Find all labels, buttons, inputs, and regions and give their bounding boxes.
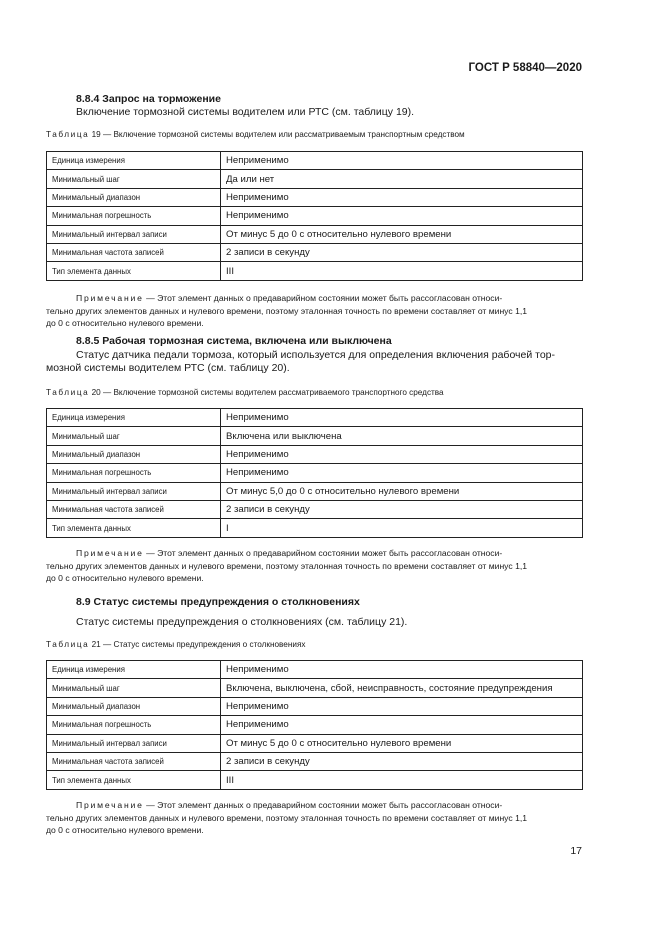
- note-line: до 0 с относительно нулевого времени.: [46, 573, 204, 584]
- parameter-name-cell: Минимальный диапазон: [47, 188, 221, 206]
- standard-number: ГОСТ Р 58840—2020: [468, 62, 582, 74]
- note-3: [46, 799, 583, 837]
- note-line: — Этот элемент данных о предаварийном состоянии может быть рассогласован относи-: [146, 548, 503, 558]
- note-line: — Этот элемент данных о предаварийном состоянии может быть рассогласован относи-: [146, 800, 503, 810]
- table-caption-label: Таблица: [46, 640, 90, 649]
- table-row: [47, 243, 583, 261]
- parameter-value-cell: 2 записи в секунду: [221, 243, 583, 261]
- note-line: до 0 с относительно нулевого времени.: [46, 318, 204, 329]
- note-label: Примечание: [76, 293, 144, 303]
- parameter-value-cell: 2 записи в секунду: [221, 752, 583, 770]
- table-row: [47, 771, 583, 789]
- table-row: [47, 697, 583, 715]
- table-row: [47, 679, 583, 697]
- table-row: [47, 661, 583, 679]
- parameter-name-cell: Тип элемента данных: [47, 519, 221, 537]
- parameter-name-cell: Минимальный шаг: [47, 679, 221, 697]
- parameter-name-cell: Минимальный шаг: [47, 427, 221, 445]
- parameter-name-cell: Минимальная погрешность: [47, 464, 221, 482]
- parameter-value-cell: Неприменимо: [221, 661, 583, 679]
- section-heading-884: 8.8.4 Запрос на торможение: [76, 93, 221, 105]
- table-row: [47, 482, 583, 500]
- parameter-name-cell: Единица измерения: [47, 409, 221, 427]
- parameter-name-cell: Минимальная частота записей: [47, 243, 221, 261]
- table-row: [47, 170, 583, 188]
- parameter-name-cell: Тип элемента данных: [47, 262, 221, 280]
- parameter-value-cell: Неприменимо: [221, 716, 583, 734]
- table-row: [47, 225, 583, 243]
- parameter-value-cell: От минус 5 до 0 с относительно нулевого времени: [221, 225, 583, 243]
- note-label: Примечание: [76, 800, 144, 810]
- table-row: [47, 445, 583, 463]
- parameter-value-cell: Неприменимо: [221, 464, 583, 482]
- table-row: [47, 752, 583, 770]
- parameter-name-cell: Минимальный шаг: [47, 170, 221, 188]
- parameter-name-cell: Минимальный диапазон: [47, 445, 221, 463]
- table-caption-text: 21 — Статус системы предупреждения о столкновениях: [91, 640, 306, 649]
- note-2: [46, 547, 583, 585]
- table-row: [47, 427, 583, 445]
- note-line: тельно других элементов данных и нулевого времени, поэтому эталонная точность по времени составляет от минус 1,1: [46, 305, 528, 316]
- table-row: [47, 262, 583, 280]
- note-line: тельно других элементов данных и нулевого времени, поэтому эталонная точность по времени составляет от минус 1,1: [46, 812, 528, 823]
- note-line: тельно других элементов данных и нулевого времени, поэтому эталонная точность по времени составляет от минус 1,1: [46, 560, 528, 571]
- parameter-name-cell: Единица измерения: [47, 152, 221, 170]
- table-21-caption: [46, 640, 305, 649]
- section-text-885-line1: Статус датчика педали тормоза, который используется для определения включения рабочей тор-: [76, 349, 556, 361]
- parameter-name-cell: Минимальная частота записей: [47, 500, 221, 518]
- note-label: Примечание: [76, 548, 144, 558]
- note-line: — Этот элемент данных о предаварийном состоянии может быть рассогласован относи-: [146, 293, 503, 303]
- parameter-value-cell: От минус 5,0 до 0 с относительно нулевого времени: [221, 482, 583, 500]
- parameter-value-cell: Да или нет: [221, 170, 583, 188]
- table-caption-label: Таблица: [46, 130, 90, 139]
- parameter-value-cell: I: [221, 519, 583, 537]
- table-row: [47, 464, 583, 482]
- section-heading-885: 8.8.5 Рабочая тормозная система, включена или выключена: [76, 335, 392, 347]
- section-heading-89: 8.9 Статус системы предупреждения о столкновениях: [76, 596, 360, 608]
- table-19: [46, 151, 583, 281]
- table-19-caption: [46, 130, 465, 139]
- parameter-name-cell: Минимальная погрешность: [47, 207, 221, 225]
- parameter-value-cell: III: [221, 771, 583, 789]
- section-text-89: Статус системы предупреждения о столкновениях (см. таблицу 21).: [76, 616, 408, 628]
- parameter-value-cell: Неприменимо: [221, 697, 583, 715]
- parameter-value-cell: III: [221, 262, 583, 280]
- table-row: [47, 734, 583, 752]
- table-caption-text: 20 — Включение тормозной системы водителем рассматриваемого транспортного средства: [91, 388, 444, 397]
- parameter-value-cell: Неприменимо: [221, 188, 583, 206]
- parameter-name-cell: Минимальная погрешность: [47, 716, 221, 734]
- table-row: [47, 152, 583, 170]
- parameter-name-cell: Минимальный интервал записи: [47, 734, 221, 752]
- parameter-name-cell: Минимальный диапазон: [47, 697, 221, 715]
- note-1: [46, 292, 583, 330]
- table-row: [47, 207, 583, 225]
- parameter-value-cell: Неприменимо: [221, 409, 583, 427]
- page-number: 17: [570, 845, 582, 857]
- parameter-value-cell: От минус 5 до 0 с относительно нулевого времени: [221, 734, 583, 752]
- parameter-value-cell: Включена, выключена, сбой, неисправность, состояние предупреждения: [221, 679, 583, 697]
- table-row: [47, 716, 583, 734]
- table-row: [47, 500, 583, 518]
- parameter-value-cell: 2 записи в секунду: [221, 500, 583, 518]
- parameter-name-cell: Минимальный интервал записи: [47, 225, 221, 243]
- parameter-name-cell: Единица измерения: [47, 661, 221, 679]
- parameter-name-cell: Минимальная частота записей: [47, 752, 221, 770]
- parameter-value-cell: Включена или выключена: [221, 427, 583, 445]
- table-row: [47, 519, 583, 537]
- table-caption-label: Таблица: [46, 388, 90, 397]
- table-row: [47, 409, 583, 427]
- parameter-value-cell: Неприменимо: [221, 445, 583, 463]
- parameter-value-cell: Неприменимо: [221, 207, 583, 225]
- table-20: [46, 408, 583, 538]
- table-21: [46, 660, 583, 790]
- section-text-885-line2: мозной системы водителем РТС (см. таблицу 20).: [46, 362, 290, 374]
- note-line: до 0 с относительно нулевого времени.: [46, 825, 204, 836]
- section-text-884: Включение тормозной системы водителем или РТС (см. таблицу 19).: [76, 106, 415, 118]
- parameter-name-cell: Минимальный интервал записи: [47, 482, 221, 500]
- table-20-caption: [46, 388, 444, 397]
- parameter-name-cell: Тип элемента данных: [47, 771, 221, 789]
- table-row: [47, 188, 583, 206]
- table-caption-text: 19 — Включение тормозной системы водителем или рассматриваемым транспортным средством: [91, 130, 465, 139]
- parameter-value-cell: Неприменимо: [221, 152, 583, 170]
